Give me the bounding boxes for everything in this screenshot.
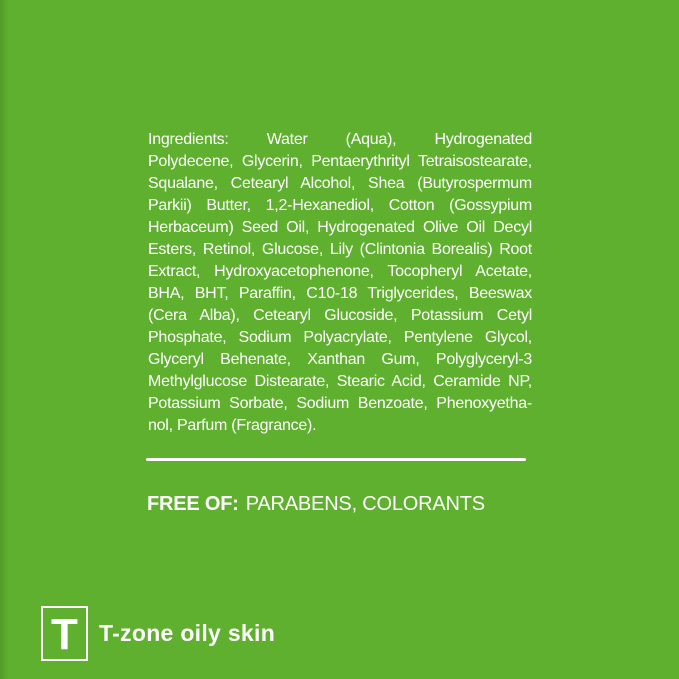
ingredients-line: Phosphate, Sodium Polyacrylate, Pentylene Glycol, (148, 329, 532, 346)
ingredients-line: Squalane, Cetearyl Alcohol, Shea (Butyrospermum (148, 175, 532, 192)
ingredients-line: Polydecene, Glycerin, Pentaerythrityl Tetraisostearate, (148, 153, 532, 170)
ingredients-line: Extract, Hydroxyacetophenone, Tocopheryl Acetate, (148, 263, 532, 280)
t-letter: T (51, 609, 78, 659)
free-of-label: FREE OF: (147, 493, 239, 515)
skin-type-label: T-zone oily skin (99, 620, 276, 646)
ingredients-line: Potassium Sorbate, Sodium Benzoate, Phenoxyetha- (148, 395, 532, 412)
left-edge-shade (0, 0, 9, 679)
ingredients-section (148, 129, 532, 437)
t-zone-icon (41, 606, 88, 661)
ingredients-text (148, 129, 532, 437)
ingredients-line: Ingredients: Water (Aqua), Hydrogenated (148, 131, 532, 148)
free-of-items: PARABENS, COLORANTS (245, 493, 485, 515)
ingredients-line: Parkii) Butter, 1,2-Hexanediol, Cotton (Gossypium (148, 197, 532, 214)
skin-type-row (41, 606, 275, 661)
ingredients-line: Herbaceum) Seed Oil, Hydrogenated Olive Oil Decyl (148, 219, 532, 236)
ingredients-line: Glyceryl Behenate, Xanthan Gum, Polyglyceryl-3 (148, 351, 532, 368)
ingredients-line: nol, Parfum (Fragrance). (148, 417, 317, 434)
ingredients-line: Methylglucose Distearate, Stearic Acid, Ceramide NP, (148, 373, 532, 390)
ingredients-line: (Cera Alba), Cetearyl Glucoside, Potassium Cetyl (148, 307, 532, 324)
divider-line (146, 458, 526, 461)
free-of-row (147, 492, 485, 516)
ingredients-line: BHA, BHT, Paraffin, C10-18 Triglycerides, Beeswax (148, 285, 532, 302)
ingredients-line: Esters, Retinol, Glucose, Lily (Clintonia Borealis) Root (148, 241, 532, 258)
